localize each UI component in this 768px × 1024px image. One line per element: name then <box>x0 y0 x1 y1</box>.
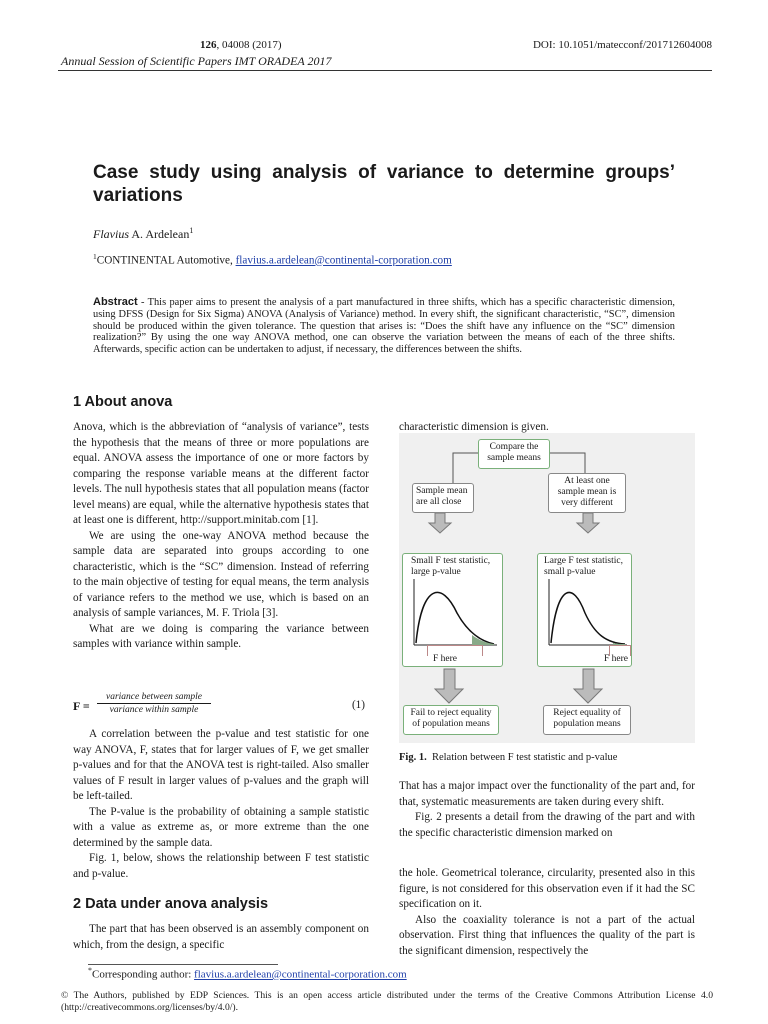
right-f-here: F here <box>604 654 629 664</box>
paragraph: We are using the one-way ANOVA method because the sample data are separated into groups according to one characteristic, which is the “SC” dimension. Instead of referring to the main objective of testing for equal means, the term analysis of variance refers to the method we use, which is based on an analysis of sample variances, M. F. Triola [3]. <box>73 529 369 619</box>
left-f-distribution-curve <box>402 573 503 653</box>
section-2-heading: 2 Data under anova analysis <box>73 896 269 912</box>
down-arrow-icon <box>429 513 451 533</box>
paragraph: Also the coaxiality tolerance is not a part of the actual observation. First thing that influences the quality of the part is the significant dimension, respectively the <box>399 913 695 957</box>
equation-number: (1) <box>351 699 365 711</box>
author-first-name: Flavius <box>93 227 129 241</box>
paragraph: Anova, which is the abbreviation of “analysis of variance”, tests the hypothesis that the means of three or more populations are equal. ANOVA assess the importance of one or more factors by comparing the response variable means at the different factor levels. The null hypothesis states that all population means (factor level means) are equal, while the alternative hypothesis states that at least one is different, http://support.minitab.com [1]. <box>73 421 369 526</box>
paragraph: What are we doing is comparing the variance between samples with variance within sample. <box>73 622 369 650</box>
left-f-here: F here <box>433 654 458 664</box>
header-doi: DOI: 10.1051/matecconf/201712604008 <box>532 39 712 51</box>
right-column-body-continued <box>399 866 695 959</box>
section-1-heading: 1 About anova <box>73 394 173 410</box>
affiliation-text: CONTINENTAL Automotive, <box>96 254 236 267</box>
author-sup: 1 <box>189 226 194 235</box>
footnote-text: Corresponding author: <box>92 968 195 981</box>
affiliation-line <box>93 252 452 267</box>
section-1-body-continued <box>73 727 369 882</box>
figure-1-caption-label: Fig. 1. <box>399 752 427 763</box>
paragraph: The part that has been observed is an assembly component on which, from the design, a specific <box>73 923 369 951</box>
equation-numerator: variance between sample <box>97 692 211 704</box>
figure-1 <box>399 433 695 743</box>
author-line <box>93 226 193 242</box>
license-text: © The Authors, published by EDP Sciences. This is an open access article distributed under the terms of the Creative Commons Attribution License 4.0 (http://creativecommons.org/licenses/by/4.0/). <box>61 990 713 1013</box>
figure-1-caption-text: Relation between F test statistic and p-value <box>431 752 618 763</box>
right-column-body <box>399 779 695 841</box>
right-f-distribution-curve <box>537 573 632 653</box>
means-close-box: Sample mean are all close <box>412 483 474 513</box>
footnote-rule <box>88 964 278 965</box>
right-column-intro: characteristic dimension is given. <box>399 421 549 433</box>
fail-to-reject-box: Fail to reject equality of population means <box>403 705 499 735</box>
author-email-link[interactable]: flavius.a.ardelean@continental-corporation.com <box>235 254 452 267</box>
paragraph: the hole. Geometrical tolerance, circularity, presented also in this figure, is not considered for this observation even if it had the SC specification on it. <box>399 867 695 910</box>
equation-denominator: variance within sample <box>109 705 199 715</box>
paragraph: Fig. 2 presents a detail from the drawing of the part and with the specific characteristic dimension marked on <box>399 811 695 839</box>
section-1-body <box>73 420 369 653</box>
equation-lhs: F <box>73 699 80 713</box>
header-volume <box>200 39 282 51</box>
large-f-plot-label: Large F test statistic, small p-value <box>544 556 623 577</box>
reject-equality-box: Reject equality of population means <box>543 705 631 735</box>
footnote-marker: * <box>88 966 92 975</box>
paragraph: A correlation between the p-value and test statistic for one way ANOVA, F, states that for larger values of F, we get smaller p-values and for that the ANOVA test is right-tailed. Also smaller values of F result in larger values of p-values and the graph will be left-tailed. <box>73 728 369 802</box>
paragraph: Fig. 1, below, shows the relationship between F test statistic and p-value. <box>73 852 369 880</box>
down-arrow-icon <box>577 513 599 533</box>
affiliation-sup: 1 <box>93 252 97 261</box>
down-arrow-icon <box>435 669 463 703</box>
abstract <box>93 297 675 356</box>
footnote <box>88 966 407 981</box>
mean-different-box: At least one sample mean is very different <box>548 473 626 513</box>
down-arrow-icon <box>574 669 602 703</box>
header-rule <box>58 70 712 71</box>
author-rest: A. Ardelean <box>129 227 190 241</box>
figure-1-caption <box>399 752 617 763</box>
volume-rest: , 04008 (2017) <box>216 39 282 51</box>
connector-line <box>550 453 585 473</box>
compare-means-box: Compare the sample means <box>478 439 550 469</box>
connector-line <box>453 453 478 483</box>
abstract-label: Abstract <box>93 296 138 308</box>
footnote-email-link[interactable]: flavius.a.ardelean@continental-corporation.com <box>194 968 407 981</box>
volume-number: 126 <box>200 39 217 51</box>
equation-1 <box>73 692 369 722</box>
journal-name: Annual Session of Scientific Papers IMT ORADEA 2017 <box>61 54 332 68</box>
paragraph: The P-value is the probability of obtaining a sample statistic with a value as extreme as, or more extreme than the one determined by the sample data. <box>73 805 369 849</box>
equation-equals: = <box>79 699 90 713</box>
paragraph: That has a major impact over the functionality of the part and, for that, systematic measurements are taken during every shift. <box>399 780 695 808</box>
abstract-text: - This paper aims to present the analysis of a part manufactured in three shifts, which has a specific characteristic dimension, using DFSS (Design for Six Sigma) ANOVA (Analysis of Variance) method. In every shift, the significant characteristic, “SC”, dimension should be produced within the given tolerance. The question that arises is: “Does the shift have any influence on the “SC” dimension realization?” By using the one way ANOVA method, one can observe the variation between the means of each of the three shifts. Afterwards, specific action can be undertaken to adjust, if necessary, the differences between the shifts. <box>93 297 675 356</box>
section-2-body <box>73 922 369 953</box>
paper-title: Case study using analysis of variance to determine groups’ variations <box>93 162 675 206</box>
small-f-plot-label: Small F test statistic, large p-value <box>411 556 491 577</box>
